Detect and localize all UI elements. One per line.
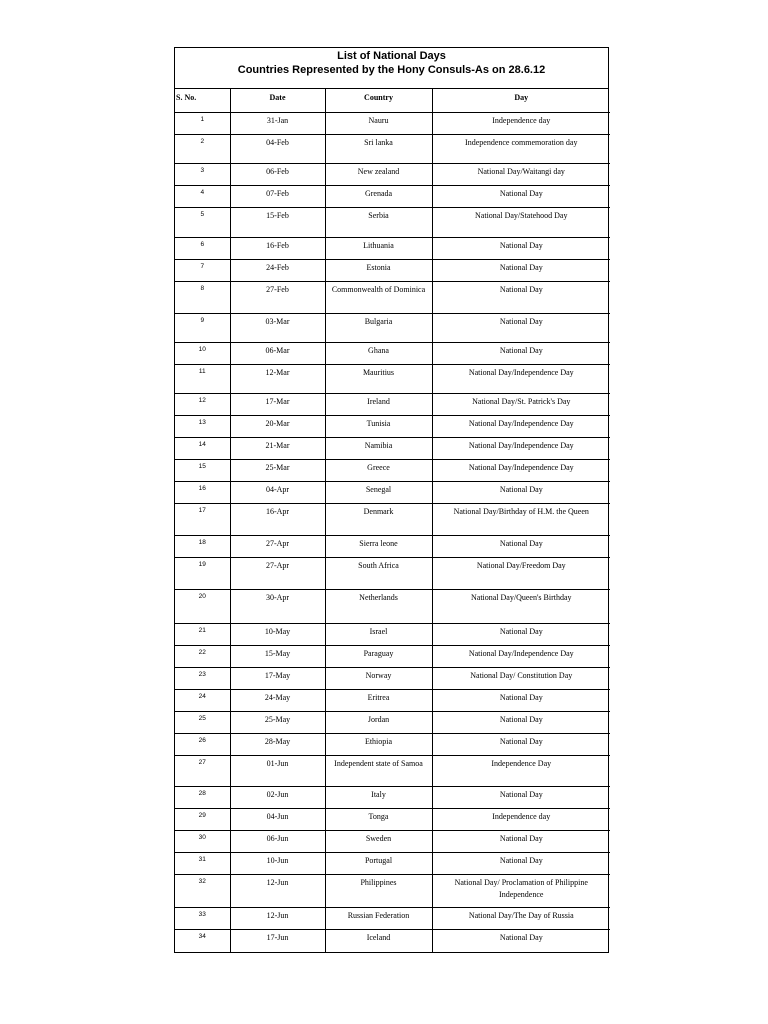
table-row [175, 712, 610, 734]
table-row [175, 164, 610, 186]
cell-day: National Day/St. Patrick's Day [432, 394, 610, 416]
cell-day: National Day/Independence Day [432, 460, 610, 482]
cell-country: Serbia [325, 208, 432, 238]
cell-date: 10-May [230, 624, 325, 646]
cell-sno: 17 [175, 504, 230, 536]
cell-sno: 30 [175, 831, 230, 853]
title-block [175, 48, 608, 89]
cell-sno: 33 [175, 908, 230, 930]
cell-sno: 23 [175, 668, 230, 690]
cell-date: 27-Feb [230, 282, 325, 314]
cell-country: Israel [325, 624, 432, 646]
table-row [175, 536, 610, 558]
cell-sno: 20 [175, 590, 230, 624]
cell-sno: 15 [175, 460, 230, 482]
cell-country: Bulgaria [325, 314, 432, 343]
table-row [175, 416, 610, 438]
cell-day: National Day [432, 624, 610, 646]
cell-day: National Day [432, 314, 610, 343]
table-row [175, 135, 610, 164]
cell-date: 24-May [230, 690, 325, 712]
table-row [175, 930, 610, 952]
cell-sno: 28 [175, 787, 230, 809]
table-row [175, 113, 610, 135]
cell-country: Grenada [325, 186, 432, 208]
cell-sno: 9 [175, 314, 230, 343]
cell-sno: 26 [175, 734, 230, 756]
table-row [175, 394, 610, 416]
cell-country: Namibia [325, 438, 432, 460]
cell-date: 12-Mar [230, 365, 325, 394]
cell-day: National Day/Independence Day [432, 416, 610, 438]
cell-country: Ireland [325, 394, 432, 416]
table-row [175, 787, 610, 809]
cell-country: Tunisia [325, 416, 432, 438]
header-country: Country [325, 89, 432, 113]
cell-country: Paraguay [325, 646, 432, 668]
cell-country: Portugal [325, 853, 432, 875]
cell-day: Independence day [432, 113, 610, 135]
cell-day: National Day/Statehood Day [432, 208, 610, 238]
cell-day: National Day [432, 482, 610, 504]
table-row [175, 875, 610, 908]
cell-country: Senegal [325, 482, 432, 504]
table-row [175, 809, 610, 831]
cell-date: 15-Feb [230, 208, 325, 238]
header-sno: S. No. [175, 89, 230, 113]
cell-day: National Day [432, 186, 610, 208]
cell-day: National Day [432, 343, 610, 365]
cell-country: Ethiopia [325, 734, 432, 756]
cell-date: 04-Apr [230, 482, 325, 504]
cell-date: 17-Jun [230, 930, 325, 952]
document-title: List of National Days [337, 50, 446, 62]
cell-country: Independent state of Samoa [325, 756, 432, 787]
cell-sno: 11 [175, 365, 230, 394]
cell-country: Lithuania [325, 238, 432, 260]
cell-date: 04-Feb [230, 135, 325, 164]
table-row [175, 668, 610, 690]
cell-country: Commonwealth of Dominica [325, 282, 432, 314]
cell-day: National Day/ Constitution Day [432, 668, 610, 690]
cell-sno: 7 [175, 260, 230, 282]
cell-date: 01-Jun [230, 756, 325, 787]
cell-day: National Day [432, 831, 610, 853]
cell-date: 16-Feb [230, 238, 325, 260]
cell-country: Eritrea [325, 690, 432, 712]
cell-sno: 24 [175, 690, 230, 712]
cell-day: Independence day [432, 809, 610, 831]
cell-day: National Day [432, 282, 610, 314]
table-row [175, 908, 610, 930]
table-body [175, 113, 610, 952]
cell-day: National Day/ Proclamation of Philippine Independence [432, 875, 610, 908]
cell-date: 27-Apr [230, 558, 325, 590]
table-row [175, 208, 610, 238]
cell-day: Independence commemoration day [432, 135, 610, 164]
cell-sno: 19 [175, 558, 230, 590]
cell-day: National Day/Birthday of H.M. the Queen [432, 504, 610, 536]
cell-day: National Day/Queen's Birthday [432, 590, 610, 624]
cell-sno: 34 [175, 930, 230, 952]
national-days-sheet [174, 47, 609, 953]
cell-day: National Day/Independence Day [432, 438, 610, 460]
cell-date: 25-May [230, 712, 325, 734]
cell-day: National Day [432, 238, 610, 260]
cell-country: Italy [325, 787, 432, 809]
table-row [175, 460, 610, 482]
table-row [175, 186, 610, 208]
cell-sno: 18 [175, 536, 230, 558]
table-row [175, 624, 610, 646]
cell-sno: 27 [175, 756, 230, 787]
table-row [175, 238, 610, 260]
cell-day: National Day/Freedom Day [432, 558, 610, 590]
cell-country: Estonia [325, 260, 432, 282]
cell-country: Sri lanka [325, 135, 432, 164]
cell-date: 21-Mar [230, 438, 325, 460]
cell-sno: 10 [175, 343, 230, 365]
table-row [175, 690, 610, 712]
cell-day: National Day/The Day of Russia [432, 908, 610, 930]
table-row [175, 558, 610, 590]
cell-date: 31-Jan [230, 113, 325, 135]
cell-date: 20-Mar [230, 416, 325, 438]
cell-sno: 2 [175, 135, 230, 164]
cell-country: Ghana [325, 343, 432, 365]
table-row [175, 365, 610, 394]
cell-sno: 13 [175, 416, 230, 438]
header-day: Day [432, 89, 610, 113]
table-row [175, 853, 610, 875]
cell-date: 07-Feb [230, 186, 325, 208]
cell-country: Sierra leone [325, 536, 432, 558]
cell-date: 06-Mar [230, 343, 325, 365]
table-row [175, 831, 610, 853]
cell-date: 16-Apr [230, 504, 325, 536]
cell-sno: 6 [175, 238, 230, 260]
document-subtitle: Countries Represented by the Hony Consuls-As on 28.6.12 [237, 64, 546, 76]
cell-date: 06-Jun [230, 831, 325, 853]
cell-country: Russian Federation [325, 908, 432, 930]
cell-country: Nauru [325, 113, 432, 135]
cell-sno: 21 [175, 624, 230, 646]
cell-date: 27-Apr [230, 536, 325, 558]
cell-date: 24-Feb [230, 260, 325, 282]
cell-sno: 8 [175, 282, 230, 314]
cell-sno: 12 [175, 394, 230, 416]
table-row [175, 756, 610, 787]
table-row [175, 482, 610, 504]
cell-country: Tonga [325, 809, 432, 831]
table-row [175, 343, 610, 365]
cell-sno: 32 [175, 875, 230, 908]
table-row [175, 504, 610, 536]
cell-date: 12-Jun [230, 875, 325, 908]
cell-day: National Day [432, 734, 610, 756]
cell-day: National Day [499, 933, 543, 942]
cell-date: 02-Jun [230, 787, 325, 809]
cell-country: Sweden [325, 831, 432, 853]
table-row [175, 438, 610, 460]
cell-date: 12-Jun [230, 908, 325, 930]
cell-date: 28-May [230, 734, 325, 756]
cell-country: Mauritius [325, 365, 432, 394]
cell-date: 25-Mar [230, 460, 325, 482]
cell-day: National Day/Waitangi day [432, 164, 610, 186]
cell-day: National Day [432, 787, 610, 809]
cell-day: National Day [432, 853, 610, 875]
cell-day: National Day [432, 712, 610, 734]
cell-country: Jordan [325, 712, 432, 734]
header-date: Date [230, 89, 325, 113]
cell-sno: 1 [175, 113, 230, 135]
cell-country: Norway [325, 668, 432, 690]
table-row [175, 314, 610, 343]
cell-country: Greece [325, 460, 432, 482]
cell-sno: 31 [175, 853, 230, 875]
cell-country: New zealand [325, 164, 432, 186]
cell-sno: 16 [175, 482, 230, 504]
table-row [175, 282, 610, 314]
cell-date: 17-Mar [230, 394, 325, 416]
cell-date: 04-Jun [230, 809, 325, 831]
cell-day: National Day [432, 260, 610, 282]
table-row [175, 260, 610, 282]
table-row [175, 590, 610, 624]
cell-country: South Africa [325, 558, 432, 590]
cell-day: National Day [432, 536, 610, 558]
cell-sno: 5 [175, 208, 230, 238]
cell-date: 10-Jun [230, 853, 325, 875]
cell-date: 30-Apr [230, 590, 325, 624]
table-row [175, 646, 610, 668]
cell-sno: 4 [175, 186, 230, 208]
cell-sno: 25 [175, 712, 230, 734]
cell-country: Denmark [325, 504, 432, 536]
national-days-table [175, 89, 610, 952]
cell-sno: 22 [175, 646, 230, 668]
header-row [175, 89, 610, 113]
cell-date: 06-Feb [230, 164, 325, 186]
cell-date: 15-May [230, 646, 325, 668]
cell-country: Netherlands [325, 590, 432, 624]
cell-sno: 14 [175, 438, 230, 460]
cell-sno: 29 [175, 809, 230, 831]
cell-country: Philippines [325, 875, 432, 908]
cell-date: 03-Mar [230, 314, 325, 343]
cell-day: National Day/Independence Day [432, 365, 610, 394]
table-row [175, 734, 610, 756]
cell-day: National Day [432, 690, 610, 712]
cell-day: National Day/Independence Day [432, 646, 610, 668]
cell-sno: 3 [175, 164, 230, 186]
cell-day: Independence Day [432, 756, 610, 787]
cell-country: Iceland [325, 930, 432, 952]
cell-date: 17-May [230, 668, 325, 690]
